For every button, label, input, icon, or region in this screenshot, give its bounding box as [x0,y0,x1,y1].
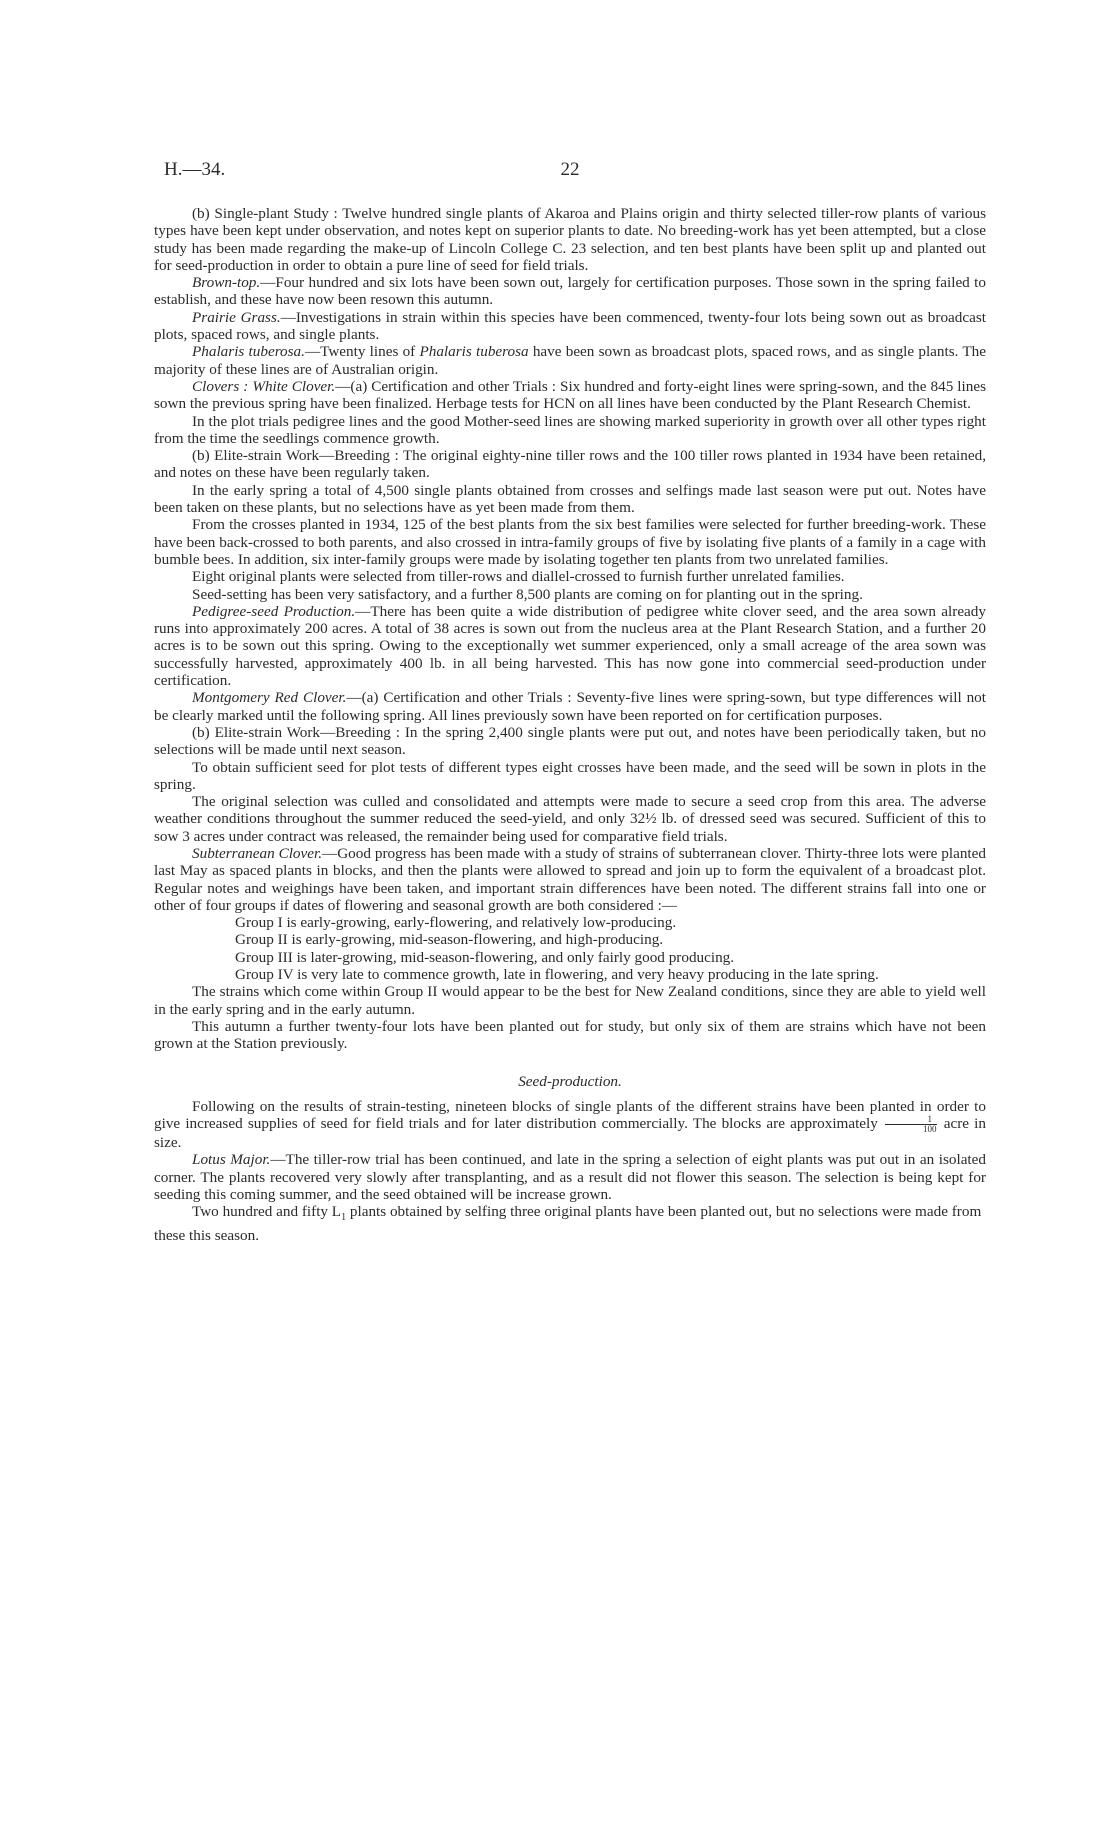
paragraph-title: Subterranean Clover. [192,844,323,862]
paragraph: In the plot trials pedigree lines and the good Mother-seed lines are showing marked superiority in growth over all other types right from the time the seedlings commence growth. [154,412,986,447]
paragraph-title: Prairie Grass. [192,308,281,326]
paragraph: This autumn a further twenty-four lots have been planted out for study, but only six of them are strains which have not been grown at the Station previously. [154,1017,986,1053]
group-item: Group II is early-growing, mid-season-flowering, and high-producing. [235,931,664,949]
group-item: Group IV is very late to commence growth, late in flowering, and very heavy producing in the late spring. [235,966,879,984]
paragraph: Subterranean Clover.—Good progress has been made with a study of strains of subterranean clover. Thirty-three lots were planted last May as spaced plants in blocks, and then the plants were allowed to spread and join up to form the equivalent of a broadcast plot. Regular notes and weighings have been taken, and important strain differences have been noted. The different strains fall into one or other of four groups if dates of flowering and seasonal growth are both considered :— [154,844,986,914]
section-heading: Seed-production. [518,1072,622,1090]
page-header [154,159,986,189]
paragraph: In the early spring a total of 4,500 single plants obtained from crosses and selfings made last season were put out. Notes have been taken on these plants, but no selections have as yet been made from them. [154,481,986,517]
paragraph: (b) Single-plant Study : Twelve hundred single plants of Akaroa and Plains origin and thirty selected tiller-row plants of various types have been kept under observation, and notes kept on superior plants to date. No breeding-work has yet been attempted, but a close study has been made regarding the make-up of Lincoln College C. 23 selection, and ten best plants have been split up and planted out for seed-production in order to obtain a pure line of seed for field trials. [154,205,986,274]
paragraph: Two hundred and fifty $L_1$ plants obtained by selfing three original plants have been planted out, but no selections were made from these this season. [154,1203,982,1244]
paragraph-title: Phalaris tuberosa. [192,343,305,361]
document-code: H.—34. [164,159,226,180]
paragraph: Brown-top.—Four hundred and six lots have been sown out, largely for certification purposes. Those sown in the spring failed to establish, and these have now been resown this autumn. [154,274,986,309]
paragraph-title: Pedigree-seed Production. [192,602,356,620]
page-number: 22 [560,159,580,180]
paragraph: Lotus Major.—The tiller-row trial has been continued, and late in the spring a selection of eight plants was put out in an isolated corner. The plants recovered very slowly after transplanting, and as a result did not flower this season. The selection is being kept for seeding this coming summer, and the seed obtained will be increase grown. [154,1151,986,1204]
paragraph-title: Lotus Major. [192,1151,271,1169]
paragraph: To obtain sufficient seed for plot tests of different types eight crosses have been made, and the seed will be sown in plots in the spring. [154,758,986,793]
paragraph: (b) Elite-strain Work—Breeding : In the spring 2,400 single plants were put out, and notes have been periodically taken, but no selections will be made until next season. [154,723,986,759]
paragraph-title: Montgomery Red Clover. [192,689,347,707]
paragraph: Seed-setting has been very satisfactory, and a further 8,500 plants are coming on for planting out in the spring. [192,585,863,603]
group-item: Group I is early-growing, early-flowering, and relatively low-producing. [235,914,677,932]
body-text [154,205,986,1244]
paragraph-title: Brown-top. [192,274,261,292]
paragraph: (b) Elite-strain Work—Breeding : The original eighty-nine tiller rows and the 100 tiller rows planted in 1934 have been retained, and notes on these have been regularly taken. [154,447,986,482]
paragraph: The original selection was culled and consolidated and attempts were made to secure a seed crop from this area. The adverse weather conditions throughout the summer reduced the seed-yield, and only 32½ lb. of dressed seed was secured. Sufficient of this to sow 3 acres under contract was released, the remainder being used for comparative field trials. [154,793,986,845]
paragraph: Phalaris tuberosa.—Twenty lines of Phalaris tuberosa have been sown as broadcast plots, spaced rows, and as single plants. The majority of these lines are of Australian origin. [154,343,986,378]
paragraph: Eight original plants were selected from tiller-rows and diallel-crossed to furnish further unrelated families. [192,568,845,586]
paragraph: Clovers : White Clover.—(a) Certification and other Trials : Six hundred and forty-eight lines were spring-sown, and the 845 lines sown the previous spring have been finalized. Herbage tests for HCN on all lines have been conducted by the Plant Research Chemist. [154,377,986,413]
paragraph: From the crosses planted in 1934, 125 of the best plants from the six best families were selected for further breeding-work. These have been back-crossed to both parents, and also crossed in intra-family groups of five by isolating five plants of a family in a cage with bumble bees. In addition, six inter-family groups were made by isolating together ten plants from two unrelated families. [154,516,986,568]
group-item: Group III is later-growing, mid-season-flowering, and only fairly good producing. [235,948,735,966]
paragraph: The strains which come within Group II would appear to be the best for New Zealand conditions, since they are able to yield well in the early spring and in the early autumn. [154,983,986,1018]
paragraph: Prairie Grass.—Investigations in strain within this species have been commenced, twenty-four lots being sown out as broadcast plots, spaced rows, and single plants. [154,308,986,344]
paragraph: Montgomery Red Clover.—(a) Certification and other Trials : Seventy-five lines were spring-sown, but type differences will not be clearly marked until the following spring. All lines previously sown have been reported on for certification purposes. [154,689,986,724]
paragraph: Following on the results of strain-testing, nineteen blocks of single plants of the different strains have been planted in order to give increased supplies of seed for field trials and for later distribution commercially. The blocks are approximately $\frac{1}{100}$ acre in size. [154,1097,986,1152]
document-page [154,159,986,1244]
fraction: $\frac{1}{100}$ [885,1115,937,1134]
paragraph: Pedigree-seed Production.—There has been quite a wide distribution of pedigree white clover seed, and the area sown already runs into approximately 200 acres. A total of 38 acres is sown out from the nucleus area at the Plant Research Station, and a further 20 acres is to be sown out this spring. Owing to the exceptionally wet summer experienced, only a small acreage of the area sown was successfully harvested, approximately 400 lb. in all being harvested. This has now gone into commercial seed-production under certification. [154,602,986,690]
paragraph-title: Clovers : White Clover. [192,377,336,395]
